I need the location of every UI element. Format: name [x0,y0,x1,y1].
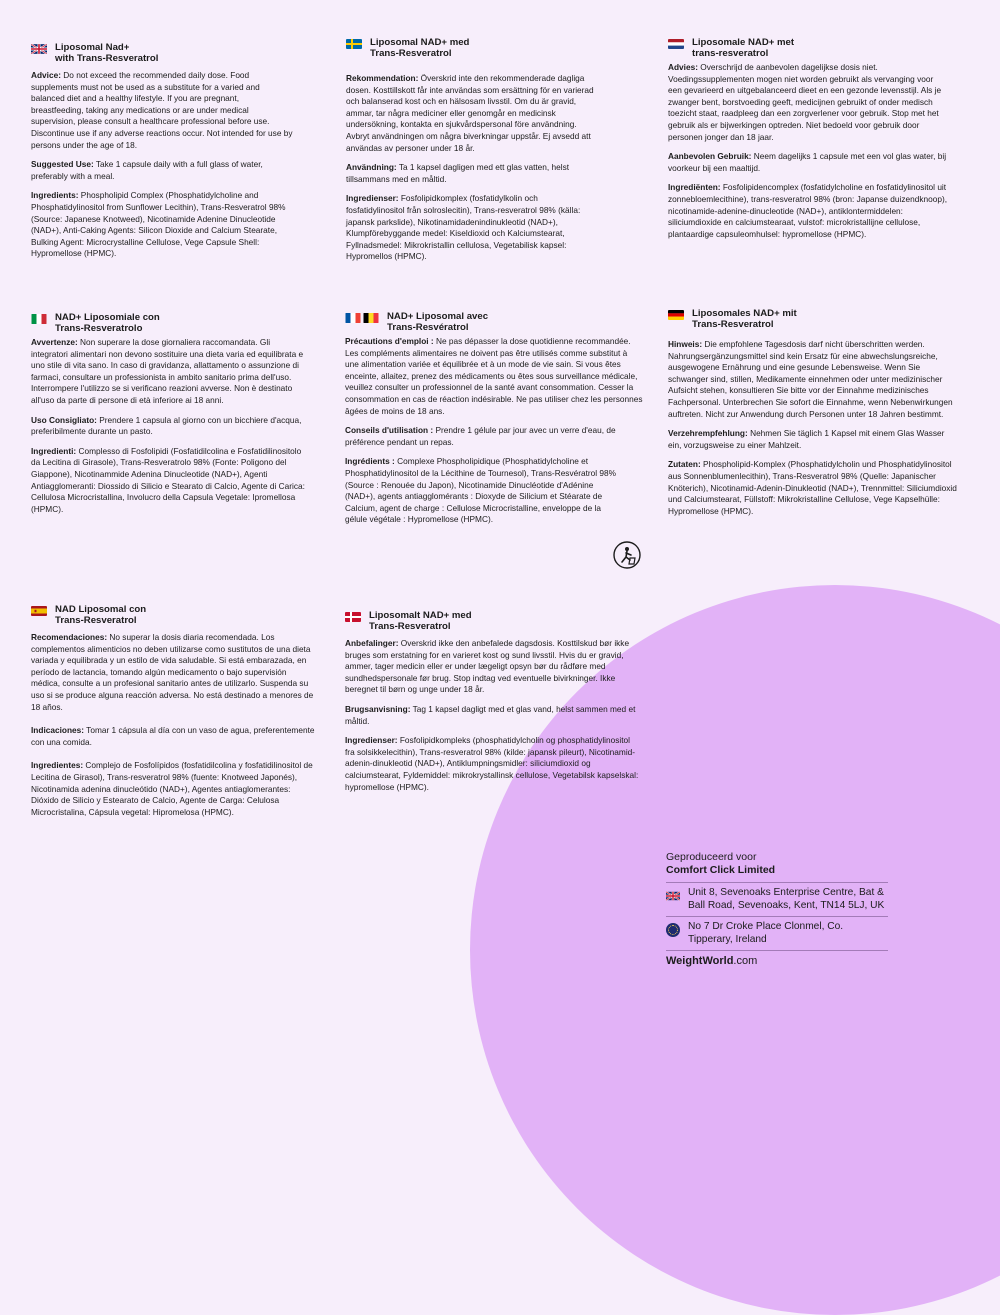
usage-paragraph: Uso Consigliato: Prendere 1 capsula al giorno con un bicchiere d'acqua, preferibilmente durante un pasto. [31,414,302,437]
section-english [31,42,293,268]
ingredients-paragraph: Ingrediënten: Fosfolipidencomplex (fosfatidylcholine en fosfatidylinositol uit zonnebloemlecithine), trans-resveratrol 98% (bron: Japanse duizendknoop), nicotinamide-adenine-dinucleotide (NAD+), antiklontermiddelen: siliciumdioxide en calciumstearaat, vulstof: microkristallijne cellulose, plantaardige capsuleomhulsel: hypromellose (HPMC). [668,182,948,239]
section-title: Liposomales NAD+ mit Trans-Resveratrol [692,308,797,330]
advice-paragraph: Précautions d'emploi : Ne pas dépasser la dose quotidienne recommandée. Les compléments alimentaires ne doivent pas être utilisés comme substitut à une alimentation variée et équilibrée et à un mode de vie sain. Si vous êtes enceinte, allaitez, prenez des médicaments ou êtes sous surveillance médicale, veuillez consulter un professionnel de la santé avant consommation. Cesser la consommation en cas de réaction indésirable. Ne pas utiliser chez les personnes âgées de moins de 18 ans. [345,336,643,416]
ingredients-paragraph: Ingredienti: Complesso di Fosfolipidi (Fosfatidilcolina e Fosfatidilinositolo da Lecitina di Girasole), Trans-Resveratrolo 98% (Fonte: Poligono del Giappone), Nicotinammide Adenina Dinucleotide (NAD+), Agenti Antiagglomeranti: Diossido di Silicio e Stearato di Calcio, Agente di Carica: Cellulosa Microcristallina, Involucro della Capsula Vegetale: Ipromellosa (HPMC). [31,445,305,514]
advice-paragraph: Rekommendation: Överskrid inte den rekommenderade dagliga dosen. Kosttillskott får inte användas som ersättning för en varierad och balanserad kost och en hälsosam livsstil. Om du är gravid, ammar, tar några mediciner eller genomgår en medicinsk undersökning, kontakta en sjukvårdspersonal före användning. Avbryt användningen om några biverkningar uppstår. Ej avsedd att användas av personer under 18 år. [346,73,594,153]
ingredients-paragraph: Ingredienser: Fosfolipidkomplex (fosfatidylkolin och fosfatidylinositol från solroslecitin), Trans-resveratrol 98% (källa: japansk parkslide), Nikotinamidadenindinukleotid (NAD+), Klumpförebyggande medel: Kiseldioxid och Kalciumstearat, Fyllnadsmedel: Mikrokristallin cellulosa, Vegetabilisk kapsel: Hypromellos (HPMC). [346,193,581,262]
usage-paragraph: Conseils d'utilisation : Prendre 1 gélule par jour avec un verre d'eau, de préférence pendant un repas. [345,425,616,447]
uk-address [666,882,888,916]
italy-flag-icon [31,314,47,324]
section-spanish [31,604,316,826]
uk-address-text: Unit 8, Sevenoaks Enterprise Centre, Bat & Ball Road, Sevenoaks, Kent, TN14 5LJ, UK [688,887,885,911]
section-italian [31,312,309,523]
section-header [345,311,643,333]
brand-name: WeightWorld.com [666,950,888,968]
section-swedish [346,37,596,271]
section-header [31,604,316,626]
section-title: Liposomalt NAD+ med Trans-Resveratrol [369,610,472,632]
manufacturer-info [666,851,888,968]
company-name: Comfort Click Limited [666,864,776,876]
section-title: Liposomal NAD+ med Trans-Resveratrol [370,37,470,59]
advice-paragraph: Recomendaciones: No superar la dosis diaria recomendada. Los complementos alimenticios no deben utilizarse como sustitutos de una dieta variada y equilibrada y un estilo de vida saludable. Si está embarazada, en período de lactancia, tomando algún medicamento o bajo supervisión médica, consulte a un profesional sanitario antes de utilizarlo. Suspenda su uso si se produce alguna reacción adversa. No está destinado a menores de 18 años. [31,632,314,712]
ingredients-paragraph: Zutaten: Phospholipid-Komplex (Phosphatidylcholin und Phosphatidylinositol aus Sonnenblumenlecithin), Trans-Resveratrol 98% (Quelle: Japanischer Knöterich), Nicotinamid-Adenin-Dinukleotid (NAD+), Trennmittel: Siliciumdioxid und Calciumstearat, Füllstoff: Mikrokristalline Cellulose, Vege Kapselhülle: Hypromellose (HPMC). [668,459,957,516]
ingredients-paragraph: Ingredients: Phospholipid Complex (Phosphatidylcholine and Phosphatidylinositol from Sunflower Lecithin), Trans-Resveratrol 98% (Source: Japanese Knotweed), Nicotinamide Adenine Dinucleotide (NAD+), Anti-Caking Agents: Silicon Dioxide and Calcium Stearate, Bulking Agent: Microcrystalline Cellulose, Vege Capsule Shell: Hypromellose (HPMC). [31,190,286,259]
section-header [668,37,948,59]
section-german [668,308,958,525]
uk-flag-icon [31,44,47,54]
advice-paragraph: Avvertenze: Non superare la dose giornaliera raccomandata. Gli integratori alimentari non devono sostituire una dieta varia ed equilibrata e uno stile di vita sano. In caso di gravidanza, allattamento o assunzione di farmaci, consultare un professionista in ambito sanitario prima dell'uso. Interrompere l'utilizzo se si verificano reazioni avverse. Non è destinato all'uso da parte di persone di età inferiore ai 18 anni. [31,337,304,405]
section-dutch [668,37,948,248]
section-header [345,610,640,632]
section-danish [345,610,640,801]
section-header [31,312,309,334]
usage-paragraph: Brugsanvisning: Tag 1 kapsel dagligt med et glas vand, helst sammen med et måltid. [345,703,636,726]
section-header [346,37,596,59]
ireland-dot-icon [666,923,680,937]
spain-flag-icon [31,606,47,616]
section-title: Liposomal Nad+ with Trans-Resveratrol [55,42,159,64]
ingredients-paragraph: Ingredienser: Fosfolipidkompleks (phosphatidylcholin og phosphatidylinositol fra solsikkelecithin), Trans-resveratrol 98% (kilde: japansk pileurt), Nicotinamid-adenin-dinukleotid (NAD+), Antiklumpningsmidler: siliciumdioxid og calciumstearat, Fyldemiddel: mikrokrystallinsk cellulose, Vegetabilsk kapselskal: hypromellose (HPMC). [345,735,639,792]
usage-paragraph: Verzehrempfehlung: Nehmen Sie täglich 1 Kapsel mit einem Glas Wasser ein, vorzugsweise zu einer Mahlzeit. [668,428,945,450]
section-header [668,308,958,330]
section-title: NAD Liposomal con Trans-Resveratrol [55,604,147,626]
section-header [31,42,293,64]
sweden-flag-icon [346,39,362,49]
usage-paragraph: Suggested Use: Take 1 capsule daily with a full glass of water, preferably with a meal. [31,159,263,181]
advice-paragraph: Anbefalinger: Overskrid ikke den anbefalede dagsdosis. Kosttilskud bør ikke bruges som erstatning for en varieret kost og sund livsstil. Hvis du er gravid, ammer, tager medicin eller er under lægeligt opsyn bør du rådføre med sundhedspersonale før brug. Stop indtag ved eventuelle bivirkninger. Ikke beregnet til børn og unge under 18 år. [345,638,630,695]
advice-paragraph: Advies: Overschrijd de aanbevolen dagelijkse dosis niet. Voedingssupplementen mogen niet worden gebruikt als vervanging voor een gevarieerd en uitgebalanceerd dieet en een gezonde levensstijl. Als je zwanger bent, borstvoeding geeft, medicijnen gebruikt of onder medisch toezicht staat, raadpleeg dan een zorgverlener voor gebruik. Stop met het gebruik als er bijwerkingen optreden. Niet bedoeld voor gebruik door personen jonger dan 18 jaar. [668,62,942,142]
netherlands-flag-icon [668,39,684,49]
ingredients-paragraph: Ingredientes: Complejo de Fosfolípidos (fosfatidilcolina y fosfatidilinositol de Lecitina de Girasol), Trans-resveratrol 98% (fuente: Knotweed Japonés), Nicotinamida adenina dinucleótido (NAD+), Agentes antiaglomerantes: Dióxido de Silicio y Estearato de Calcio, Agente de Carga: Celulosa Microcristalina, Cápsula vegetal: Hipromelosa (HPMC). [31,760,313,817]
section-title: NAD+ Liposomal avec Trans-Resvératrol [387,311,489,333]
ireland-address-text: No 7 Dr Croke Place Clonmel, Co. Tipperary, Ireland [688,921,844,945]
usage-paragraph: Aanbevolen Gebruik: Neem dagelijks 1 capsule met een vol glas water, bij voorkeur bij een maaltijd. [668,151,947,173]
france-flag-icon [345,313,361,323]
advice-paragraph: Advice: Do not exceed the recommended daily dose. Food supplements must not be used as a substitute for a varied and balanced diet and a healthy lifestyle. If you are pregnant, breastfeeding, taking any medications or are under medical supervision, please consult a healthcare professional before use. Discontinue use if any adverse reactions occur. Not intended for use by persons under the age of 18. [31,70,293,150]
denmark-flag-icon [345,612,361,622]
section-french [345,311,643,534]
ireland-address [666,916,888,950]
germany-flag-icon [668,310,684,320]
belgium-flag-icon [363,313,379,323]
usage-paragraph: Indicaciones: Tomar 1 cápsula al día con un vaso de agua, preferentemente con una comida. [31,725,315,747]
produced-for-label: Geproduceerd voor [666,851,757,863]
usage-paragraph: Användning: Ta 1 kapsel dagligen med ett glas vatten, helst tillsammans med en måltid. [346,162,570,184]
uk-flag-icon [666,891,680,901]
manufacturer-heading [666,851,888,877]
ingredients-paragraph: Ingrédients : Complexe Phospholipidique (Phosphatidylcholine et Phosphatidylinositol de la Lécithine de Tournesol), Trans-Resvératrol 98% (Source : Renouée du Japon), Nicotinamide Dinucléotide d'Adénine (NAD+), agents antiagglomérants : Dioxyde de Silicium et Stéarate de Calcium, agent de charge : Cellulose Microcristalline, enveloppe de la gélule végétale : Hypromellose (HPMC). [345,456,617,525]
advice-paragraph: Hinweis: Die empfohlene Tagesdosis darf nicht überschritten werden. Nahrungsergänzungsmittel sind kein Ersatz für eine abwechslungsreiche, ausgewogene Ernährung und eine gesunde Lebensweise. Wenn Sie schwanger sind, stillen, Medikamente einnehmen oder unter medizinischer Aufsicht stehen, konsultieren Sie bitte vor der Einnahme medizinisches Fachpersonal. Unterbrechen Sie sofort die Einnahme, wenn Nebenwirkungen auftreten. Nicht zur Anwendung durch Personen unter 18 Jahren bestimmt. [668,339,953,419]
section-title: Liposomale NAD+ met trans-resveratrol [692,37,795,59]
recycling-icon [612,540,642,570]
section-title: NAD+ Liposomiale con Trans-Resveratrolo [55,312,160,334]
